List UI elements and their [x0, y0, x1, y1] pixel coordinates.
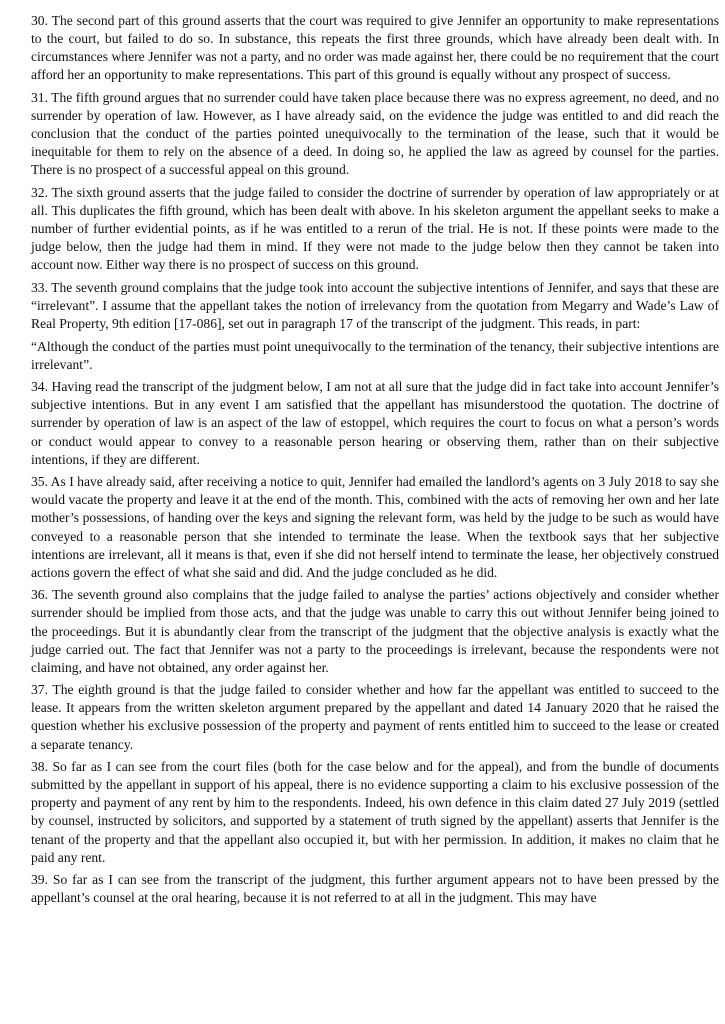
paragraph-38: 38. So far as I can see from the court files (both for the case below and for the appeal), and from the bundle of documents submitted by the appellant in support of his appeal, there is no evidence supporting a claim to his exclusive possession of the property and payment of any rent by him to the respondents. Indeed, his own defence in this claim dated 27 July 2019 (settled by counsel, instructed by solicitors, and supported by a statement of truth signed by the appellant) asserts that Jennifer is the tenant of the property and that the appellant also occupied it, but with her permission. In addition, it makes no claim that he paid any rent.: [31, 759, 719, 865]
paragraph-31: 31. The fifth ground argues that no surrender could have taken place because there was no express agreement, no deed, and no surrender by operation of law. However, as I have already said, on the evidence the judge was entitled to and did reach the conclusion that the conduct of the parties pointed unequivocally to the termination of the lease, such that it would be inequitable for them to rely on the absence of a deed. In doing so, he applied the law as agreed by counsel for the parties. There is no prospect of a successful appeal on this ground.: [31, 89, 719, 178]
paragraph-30: 30. The second part of this ground asserts that the court was required to give Jennifer an opportunity to make representations to the court, but failed to do so. In substance, this repeats the first three grounds, which have already been dealt with. In circumstances where Jennifer was not a party, and no order was made against her, there could be no requirement that the court afford her an opportunity to make representations. This part of this ground is equally without any prospect of success.: [31, 13, 719, 83]
paragraph-33: 33. The seventh ground complains that the judge took into account the subjective intentions of Jennifer, and says that these are “irrelevant”. I assume that the appellant takes the notion of irrelevancy from the quotation from Megarry and Wade’s Law of Real Property, 9th edition [17-086], set out in paragraph 17 of the transcript of the judgment. This reads, in part:: [31, 279, 719, 331]
quoted-passage: “Although the conduct of the parties must point unequivocally to the termination of the tenancy, their subjective intentions are irrelevant”.: [31, 338, 719, 372]
paragraph-37: 37. The eighth ground is that the judge failed to consider whether and how far the appellant was entitled to succeed to the lease. It appears from the written skeleton argument prepared by the appellant and dated 14 January 2020 that he raised the question whether his exclusive possession of the property and payment of rents entitled him to succeed to the lease or created a separate tenancy.: [31, 682, 719, 752]
judgment-page: [31, 12, 719, 912]
paragraph-32: 32. The sixth ground asserts that the judge failed to consider the doctrine of surrender by operation of law appropriately or at all. This duplicates the fifth ground, which has been dealt with above. In his skeleton argument the appellant seeks to make a number of further evidential points, as if he was entitled to a rerun of the trial. He is not. If these points were made to the judge below, then the judge had them in mind. If they were not made to the judge below then they cannot be taken into account now. Either way there is no prospect of success on this ground.: [31, 184, 719, 273]
paragraph-39: 39. So far as I can see from the transcript of the judgment, this further argument appears not to have been pressed by the appellant’s counsel at the oral hearing, because it is not referred to at all in the judgment. This may have: [31, 872, 719, 906]
paragraph-36: 36. The seventh ground also complains that the judge failed to analyse the parties’ actions objectively and consider whether surrender should be implied from those acts, and that the judge was unable to carry this out without Jennifer being joined to the proceedings. But it is abundantly clear from the transcript of the judgment that the objective analysis is exactly what the judge carried out. The fact that Jennifer was not a party to the proceedings is irrelevant, because the respondents were not claiming, and have not obtained, any order against her.: [31, 587, 719, 675]
paragraph-35: 35. As I have already said, after receiving a notice to quit, Jennifer had emailed the landlord’s agents on 3 July 2018 to say she would vacate the property and leave it at the end of the month. This, combined with the acts of removing her own and her late mother’s possessions, of handing over the keys and signing the relevant form, was held by the judge to be such as would have conveyed to a reasonable person that she intended to terminate the lease. When the textbook says that her subjective intentions are irrelevant, all it means is that, even if she did not herself intend to terminate the lease, her objectively construed actions govern the effect of what she said and did. And the judge concluded as he did.: [31, 474, 719, 580]
paragraph-34: 34. Having read the transcript of the judgment below, I am not at all sure that the judge did in fact take into account Jennifer’s subjective intentions. But in any event I am satisfied that the appellant has misunderstood the quotation. The doctrine of surrender by operation of law is an aspect of the law of estoppel, which requires the court to focus on what a person’s words or conduct would appear to convey to a reasonable person hearing or observing them, rather than on their subjective intentions, if they are different.: [31, 379, 719, 467]
